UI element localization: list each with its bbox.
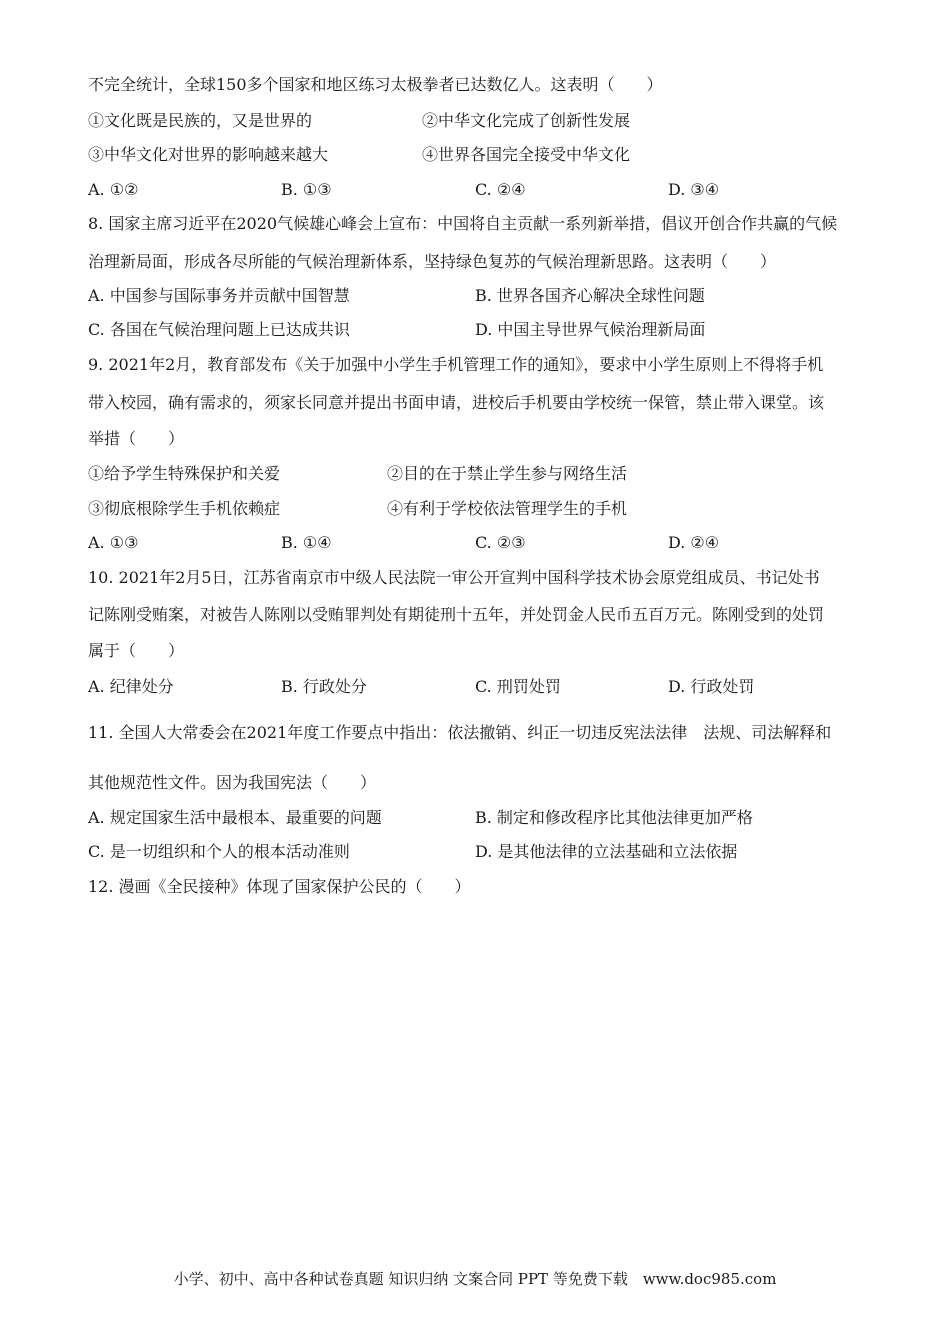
q9-statement-4: ④有利于学校依法管理学生的手机 xyxy=(387,499,628,518)
q7-option-b: B. ①③ xyxy=(281,180,332,199)
q9-option-d: D. ②④ xyxy=(668,533,720,552)
q11-option-d: D. 是其他法律的立法基础和立法依据 xyxy=(475,842,738,861)
q9-stem-line-3: 举措（ ） xyxy=(88,429,185,448)
q11-option-a: A. 规定国家生活中最根本、最重要的问题 xyxy=(88,808,382,827)
q7-statement-4: ④世界各国完全接受中华文化 xyxy=(422,145,631,164)
q8-option-a: A. 中国参与国际事务并贡献中国智慧 xyxy=(88,286,350,305)
q9-statement-3: ③彻底根除学生手机依赖症 xyxy=(88,499,281,518)
q9-option-a: A. ①③ xyxy=(88,533,139,552)
q8-option-b: B. 世界各国齐心解决全球性问题 xyxy=(475,286,705,305)
q12-stem: 12. 漫画《全民接种》体现了国家保护公民的（ ） xyxy=(88,877,471,896)
q11-stem-line-1: 11. 全国人大常委会在2021年度工作要点中指出：依法撤销、纠正一切违反宪法法律 法规、司法解释和 xyxy=(88,723,832,742)
q8-option-d: D. 中国主导世界气候治理新局面 xyxy=(475,320,706,339)
q9-statement-2: ②目的在于禁止学生参与网络生活 xyxy=(387,464,628,483)
q7-option-a: A. ①② xyxy=(88,180,139,199)
q7-statement-1: ①文化既是民族的，又是世界的 xyxy=(88,111,313,130)
q8-option-c: C. 各国在气候治理问题上已达成共识 xyxy=(88,320,350,339)
q10-option-d: D. 行政处罚 xyxy=(668,677,755,696)
q8-stem-line-2: 治理新局面，形成各尽所能的气候治理新体系，坚持绿色复苏的气候治理新思路。这表明（ ） xyxy=(88,252,777,271)
q9-stem-line-1: 9. 2021年2月，教育部发布《关于加强中小学生手机管理工作的通知》，要求中小学生原则上不得将手机 xyxy=(88,355,824,374)
page-footer: 小学、初中、高中各种试卷真题 知识归纳 文案合同 PPT 等免费下载 www.doc985.com xyxy=(173,1270,777,1288)
q10-option-a: A. 纪律处分 xyxy=(88,677,174,696)
q7-statement-3: ③中华文化对世界的影响越来越大 xyxy=(88,145,329,164)
q10-stem-line-2: 记陈刚受贿案，对被告人陈刚以受贿罪判处有期徒刑十五年，并处罚金人民币五百万元。陈刚受到的处罚 xyxy=(88,605,825,624)
q8-stem-line-1: 8. 国家主席习近平在2020气候雄心峰会上宣布：中国将自主贡献一系列新举措，倡议开创合作共赢的气候 xyxy=(88,214,838,233)
q10-stem-line-3: 属于（ ） xyxy=(88,641,185,660)
q9-option-b: B. ①④ xyxy=(281,533,332,552)
q7-stem-continued: 不完全统计，全球150多个国家和地区练习太极拳者已达数亿人。这表明（ ） xyxy=(88,75,663,94)
q7-option-c: C. ②④ xyxy=(475,180,526,199)
q9-stem-line-2: 带入校园，确有需求的，须家长同意并提出书面申请，进校后手机要由学校统一保管，禁止带入课堂。该 xyxy=(88,393,825,412)
q11-option-c: C. 是一切组织和个人的根本活动准则 xyxy=(88,842,350,861)
q9-statement-1: ①给予学生特殊保护和关爱 xyxy=(88,464,281,483)
q7-option-d: D. ③④ xyxy=(668,180,720,199)
q10-option-b: B. 行政处分 xyxy=(281,677,367,696)
q10-stem-line-1: 10. 2021年2月5日，江苏省南京市中级人民法院一审公开宣判中国科学技术协会原党组成员、书记处书 xyxy=(88,568,820,587)
q9-option-c: C. ②③ xyxy=(475,533,526,552)
q10-option-c: C. 刑罚处罚 xyxy=(475,677,561,696)
q7-statement-2: ②中华文化完成了创新性发展 xyxy=(422,111,631,130)
q11-option-b: B. 制定和修改程序比其他法律更加严格 xyxy=(475,808,753,827)
q11-stem-line-2: 其他规范性文件。因为我国宪法（ ） xyxy=(88,773,377,792)
